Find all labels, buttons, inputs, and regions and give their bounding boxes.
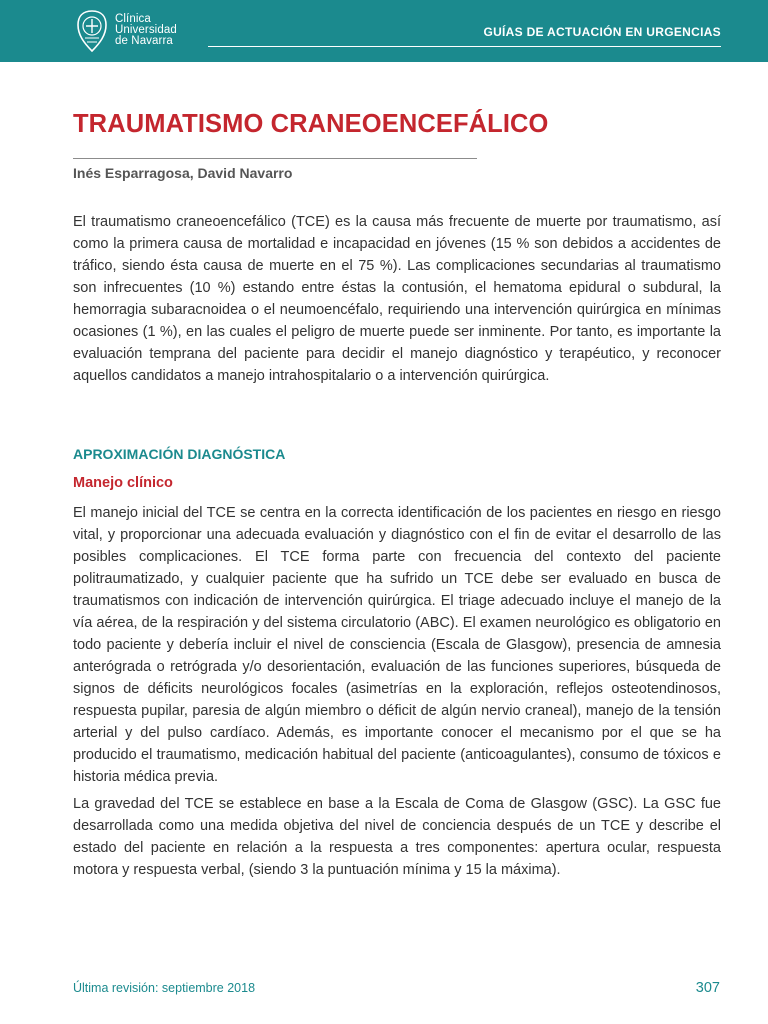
authors: Inés Esparragosa, David Navarro <box>73 165 293 181</box>
logo-line-3: de Navarra <box>115 35 173 47</box>
subsection-heading: Manejo clínico <box>73 475 173 491</box>
logo-line-2: Universidad <box>115 24 177 36</box>
university-seal-icon <box>74 9 110 53</box>
clinic-logo-text <box>115 14 177 47</box>
title-divider <box>73 158 477 159</box>
section-heading: APROXIMACIÓN DIAGNÓSTICA <box>73 446 286 462</box>
intro-paragraph: El traumatismo craneoencefálico (TCE) es la causa más frecuente de muerte por traumatismo, así como la primera causa de mortalidad e incapacidad en jóvenes (15 % son debidos a accidentes de tráfico, siendo ésta causa de muerte en el 75 %). Las complicaciones secundarias al traumatismo son infrecuentes (10 %) estando entre éstas la contusión, el hematoma epidural o subdural, la hemorragia subaracnoidea o el neumoencéfalo, requiriendo una intervención quirúrgica en mínimas ocasiones (1 %), en las cuales el peligro de muerte puede ser inminente. Por tanto, es importante la evaluación temprana del paciente para decidir el manejo diagnóstico y terapéutico, y reconocer aquellos candidatos a manejo intrahospitalario o a intervención quirúrgica. <box>73 214 721 384</box>
glasgow-scale-paragraph: La gravedad del TCE se establece en base a la Escala de Coma de Glasgow (GSC). La GSC fue desarrollada como una medida objetiva del nivel de conciencia después de un TCE y describe el estado del paciente en relación a la respuesta a tres componentes: apertura ocular, respuesta motora y respuesta verbal, (siendo 3 la puntuación mínima y 15 la máxima). <box>73 796 721 878</box>
logo-line-1: Clínica <box>115 13 151 25</box>
revision-date: Última revisión: septiembre 2018 <box>73 981 256 995</box>
page-number: 307 <box>695 980 720 996</box>
header-divider <box>208 46 721 47</box>
guide-title: GUÍAS DE ACTUACIÓN EN URGENCIAS <box>483 25 721 39</box>
article-title: TRAUMATISMO CRANEOENCEFÁLICO <box>73 110 549 138</box>
clinical-management-paragraph: El manejo inicial del TCE se centra en la correcta identificación de los pacientes en riesgo en riesgo vital, y proporcionar una adecuada evaluación y diagnóstico con el fin de evitar el desarrollo de las posibles complicaciones. El TCE forma parte con frecuencia del contexto del paciente politraumatizado, y cualquier paciente que ha sufrido un TCE debe ser evaluado en busca de traumatismos con indicación de intervención quirúrgica. El triage adecuado incluye el manejo de la vía aérea, de la respiración y del sistema circulatorio (ABC). El examen neurológico es obligatorio en todo paciente y debería incluir el nivel de consciencia (Escala de Glasgow), presencia de amnesia anterógrada o retrógrada y/o desorientación, evaluación de las funciones superiores, búsqueda de signos de déficits neurológicos focales (asimetrías en la exploración, reflejos osteotendinosos, respuesta pupilar, paresia de algún miembro o déficit de algún nervio craneal), manejo de la tensión arterial y del pulso cardíaco. Además, es importante conocer el mecanismo por el que se ha producido el traumatismo, medicación habitual del paciente (anticoagulantes), consumo de tóxicos e historia médica previa. <box>73 505 721 785</box>
page-header <box>0 0 768 62</box>
